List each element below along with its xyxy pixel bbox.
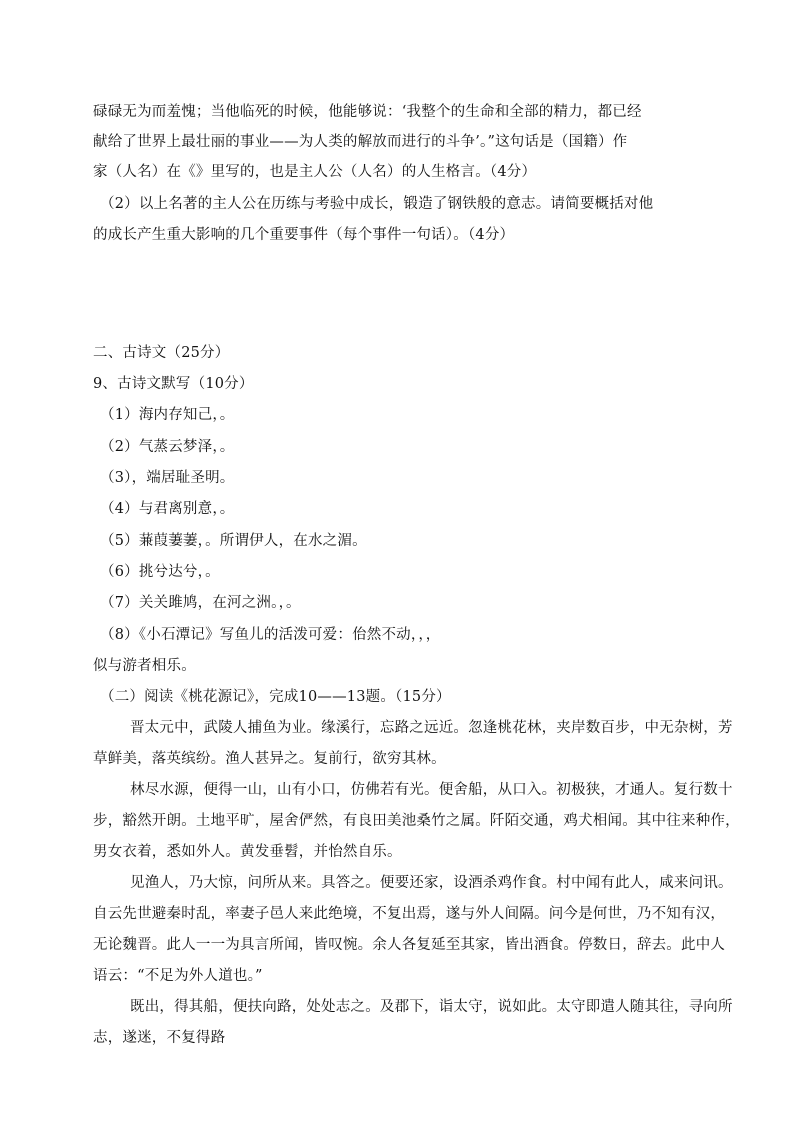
text-line: 的成长产生重大影响的几个重要事件（每个事件一句话）。（4分）: [93, 227, 515, 243]
recitation-item: （8）《小石潭记》写鱼儿的活泼可爱：佁然不动，，，: [100, 627, 441, 643]
recitation-item: （7）关关雎鸠，在河之洲。，。: [100, 595, 301, 611]
recitation-item: （5）蒹葭萋萋，。所谓伊人，在水之湄。: [100, 533, 367, 549]
text-line: 似与游者相乐。: [93, 658, 196, 674]
passage-line: 语云：“不足为外人道也。”: [93, 968, 263, 984]
passage-paragraph-1: 晋太元中，武陵人捕鱼为业。缘溪行，忘路之远近。忽逢桃花林，夹岸数百步，中无杂树，芳: [130, 720, 733, 736]
passage-line: 男女衣着，悉如外人。黄发垂髫，并怡然自乐。: [93, 844, 402, 860]
question-9-heading: 9、古诗文默写（10分）: [93, 376, 254, 392]
recitation-item: （2）气蒸云梦泽，。: [100, 439, 235, 455]
passage-line: 无论魏晋。此人一一为具言所闻，皆叹惋。余人各复延至其家，皆出酒食。停数日，辞去。此中人: [93, 937, 726, 953]
reading-heading: （二）阅读《桃花源记》，完成10——13题。（15分）: [100, 689, 451, 705]
text-line: 碌碌无为而羞愧；当他临死的时候，他能够说：‘我整个的生命和全部的精力，都已经: [93, 104, 642, 120]
recitation-item: （4）与君离别意，。: [100, 501, 235, 517]
text-line: 家（人名）在《》里写的，也是主人公（人名）的人生格言。（4分）: [93, 164, 537, 180]
passage-line: 自云先世避秦时乱，率妻子邑人来此绝境，不复出焉，遂与外人间隔。问今是何世，乃不知有汉，: [93, 906, 726, 922]
passage-line: 草鲜美，落英缤纷。渔人甚异之。复前行，欲穷其林。: [93, 751, 446, 767]
text-line: 献给了世界上最壮丽的事业——为人类的解放而进行的斗争’。”这句话是（国籍）作: [93, 134, 628, 150]
passage-line: 志，遂迷，不复得路: [93, 1030, 226, 1046]
recitation-item: （6）挑兮达兮，。: [100, 564, 220, 580]
section-heading: 二、古诗文（25分）: [93, 345, 230, 361]
question-8-2: （2）以上名著的主人公在历练与考验中成长，锻造了钢铁般的意志。请简要概括对他: [100, 196, 654, 212]
passage-paragraph-3: 见渔人，乃大惊，问所从来。具答之。便要还家，设酒杀鸡作食。村中闻有此人，咸来问讯。: [130, 875, 733, 891]
recitation-item: （3），端居耻圣明。: [100, 470, 235, 486]
passage-paragraph-2: 林尽水源，便得一山，山有小口，仿佛若有光。便舍船，从口入。初极狭，才通人。复行数十: [130, 782, 733, 798]
passage-line: 步，豁然开朗。土地平旷，屋舍俨然，有良田美池桑竹之属。阡陌交通，鸡犬相闻。其中往来种作，: [93, 813, 740, 829]
passage-paragraph-4: 既出，得其船，便扶向路，处处志之。及郡下，诣太守，说如此。太守即遣人随其往，寻向所: [130, 999, 733, 1015]
recitation-item: （1）海内存知己，。: [100, 407, 235, 423]
